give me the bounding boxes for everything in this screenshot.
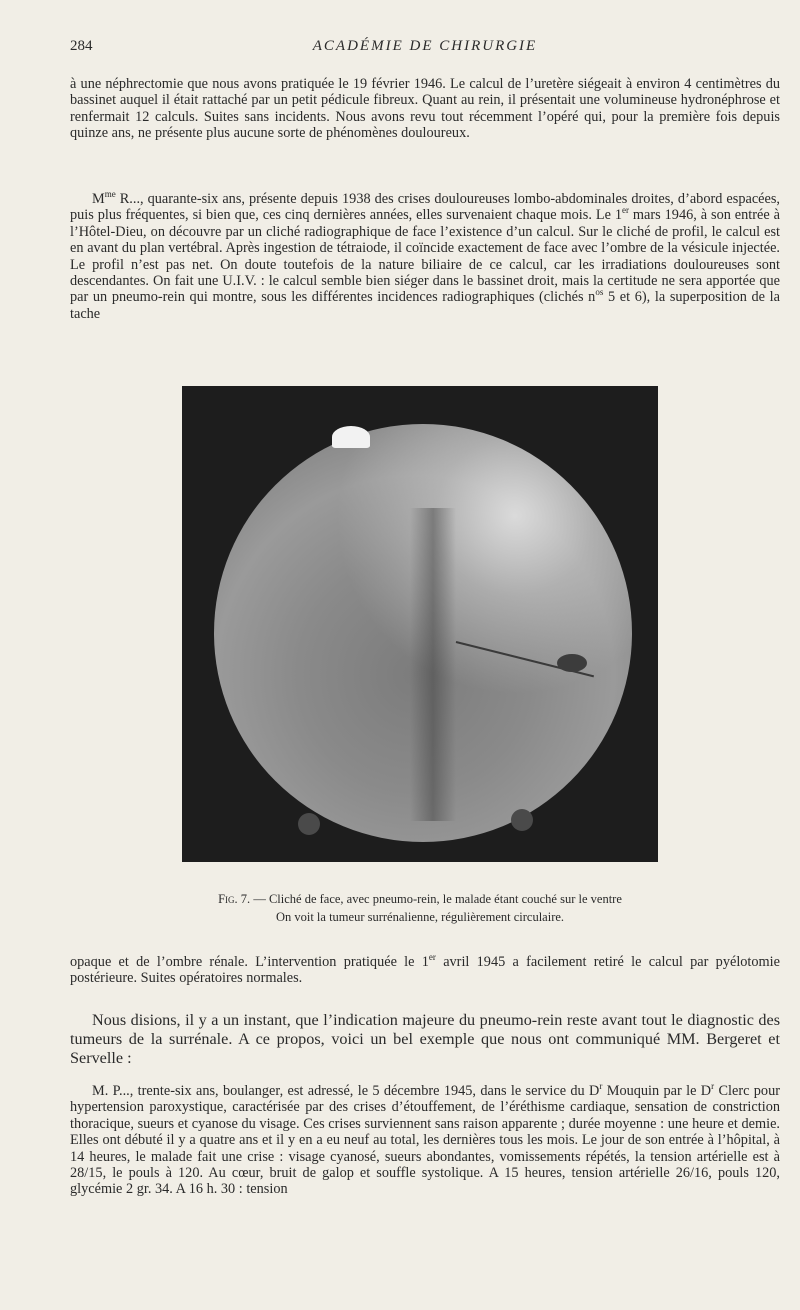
superscript: me — [104, 189, 116, 200]
paragraph-5-text — [70, 1083, 780, 1198]
figure-caption — [100, 890, 740, 926]
text-fragment: mars 1946, à son entrée à l’Hôtel-Dieu, on découvre par un cliché radiographique de face l’existence d’un calcul. Sur le cliché de profil, le calcul est en avant du plan vertébral. Après ingestion de tétraiode, il coïncide exactement de face avec l’ombre de la vésicule injectée. Le profil n’est pas net. On doute toutefois de la nature biliaire de ce calcul, car les irradiations douloureuses sont descendantes. On fait une U.I.V. : le calcul semble bien siéger dans le bassinet droit, mais la certitude ne sera apportée que par un pneumo-rein qui montre, sous les différentes incidences radiographiques (clichés n — [70, 207, 780, 306]
paragraph-1 — [70, 76, 780, 142]
xray-spot — [511, 809, 533, 831]
superscript: er — [428, 952, 436, 963]
paragraph-2-text — [70, 191, 780, 322]
paragraph-5 — [70, 1083, 780, 1198]
xray-air-crescent — [332, 426, 370, 448]
figure-label: Fig. 7. — [218, 892, 251, 906]
text-fragment: avril 1945 a facilement retiré le calcul par pyélotomie postérieure. Suites opératoires normales. — [70, 954, 780, 987]
text-fragment: opaque et de l’ombre rénale. L’intervention pratiquée le 1 — [70, 954, 429, 970]
xray-spot — [298, 813, 320, 835]
paragraph-4-text: Nous disions, il y a un instant, que l’indication majeure du pneumo-rein reste avant tout le diagnostic des tumeurs de la surrénale. A ce propos, voici un bel exemple que nous ont communiqué MM. Bergeret et Servelle : — [70, 1011, 780, 1067]
superscript: os — [595, 287, 604, 298]
text-fragment: M. P..., trente-six ans, boulanger, est adressé, le 5 décembre 1945, dans le service du D — [92, 1083, 600, 1099]
caption-line-2: On voit la tumeur surrénalienne, régulièrement circulaire. — [275, 910, 565, 924]
text-fragment: 5 et 6), la superposition de la tache — [70, 289, 780, 322]
paragraph-3 — [70, 954, 780, 987]
caption-line-1 — [100, 890, 740, 908]
paragraph-2 — [70, 191, 780, 322]
paragraph-4 — [70, 1011, 780, 1068]
text-fragment: Clerc pour hypertension paroxystique, caractérisée par des crises d’étouffement, de l’éréthisme cardiaque, sensation de constriction thoracique, sueurs et cyanose du visage. Ces crises surviennent sans raison apparente ; durée moyenne : une heure et demie. Elles ont débuté il y a quatre ans et il y en a eu neuf au total, les dernières tous les mois. Le jour de son entrée à l’hôpital, à 14 heures, le malade fait une crise : visage cyanosé, sueurs abondantes, vomissements répétés, la tension artérielle est à 28/15, le pouls à 120. Au cœur, bruit de galop et souffle systolique. A 15 heures, tension artérielle 26/16, pouls 120, glycémie 2 gr. 34. A 16 h. 30 : tension — [70, 1083, 780, 1198]
running-head: ACADÉMIE DE CHIRURGIE — [312, 38, 538, 54]
page-number: 284 — [70, 38, 93, 54]
superscript: er — [622, 205, 629, 216]
caption-text: — Cliché de face, avec pneumo-rein, le malade étant couché sur le ventre — [250, 892, 622, 906]
xray-spine-shadow — [410, 508, 456, 822]
paragraph-1-text: à une néphrectomie que nous avons pratiquée le 19 février 1946. Le calcul de l’uretère siégeait à environ 4 centimètres du bassinet auquel il était rattaché par un petit pédicule fibreux. Quant au rein, il présentait une volumineuse hydronéphrose et renfermait 12 calculs. Suites sans incidents. Nous avons revu tout récemment l’opéré qui, pour la première fois depuis quinze ans, ne présente plus aucune sorte de phénomènes douloureux. — [70, 76, 780, 142]
superscript: r — [599, 1081, 603, 1092]
page-header — [70, 38, 780, 58]
xray-figure — [182, 386, 658, 862]
superscript: r — [711, 1081, 715, 1092]
text-fragment: Mouquin par le D — [602, 1083, 712, 1099]
text-fragment: M — [92, 191, 105, 207]
paragraph-3-text — [70, 954, 780, 987]
xray-renal-shadow — [557, 654, 587, 672]
xray-image — [214, 424, 632, 842]
text-fragment: R..., quarante-six ans, présente depuis 1938 des crises douloureuses lombo-abdominales droites, d’abord espacées, puis plus fréquentes, si bien que, ces cinq dernières années, elles survenaient chaque mois. Le 1 — [70, 191, 780, 224]
